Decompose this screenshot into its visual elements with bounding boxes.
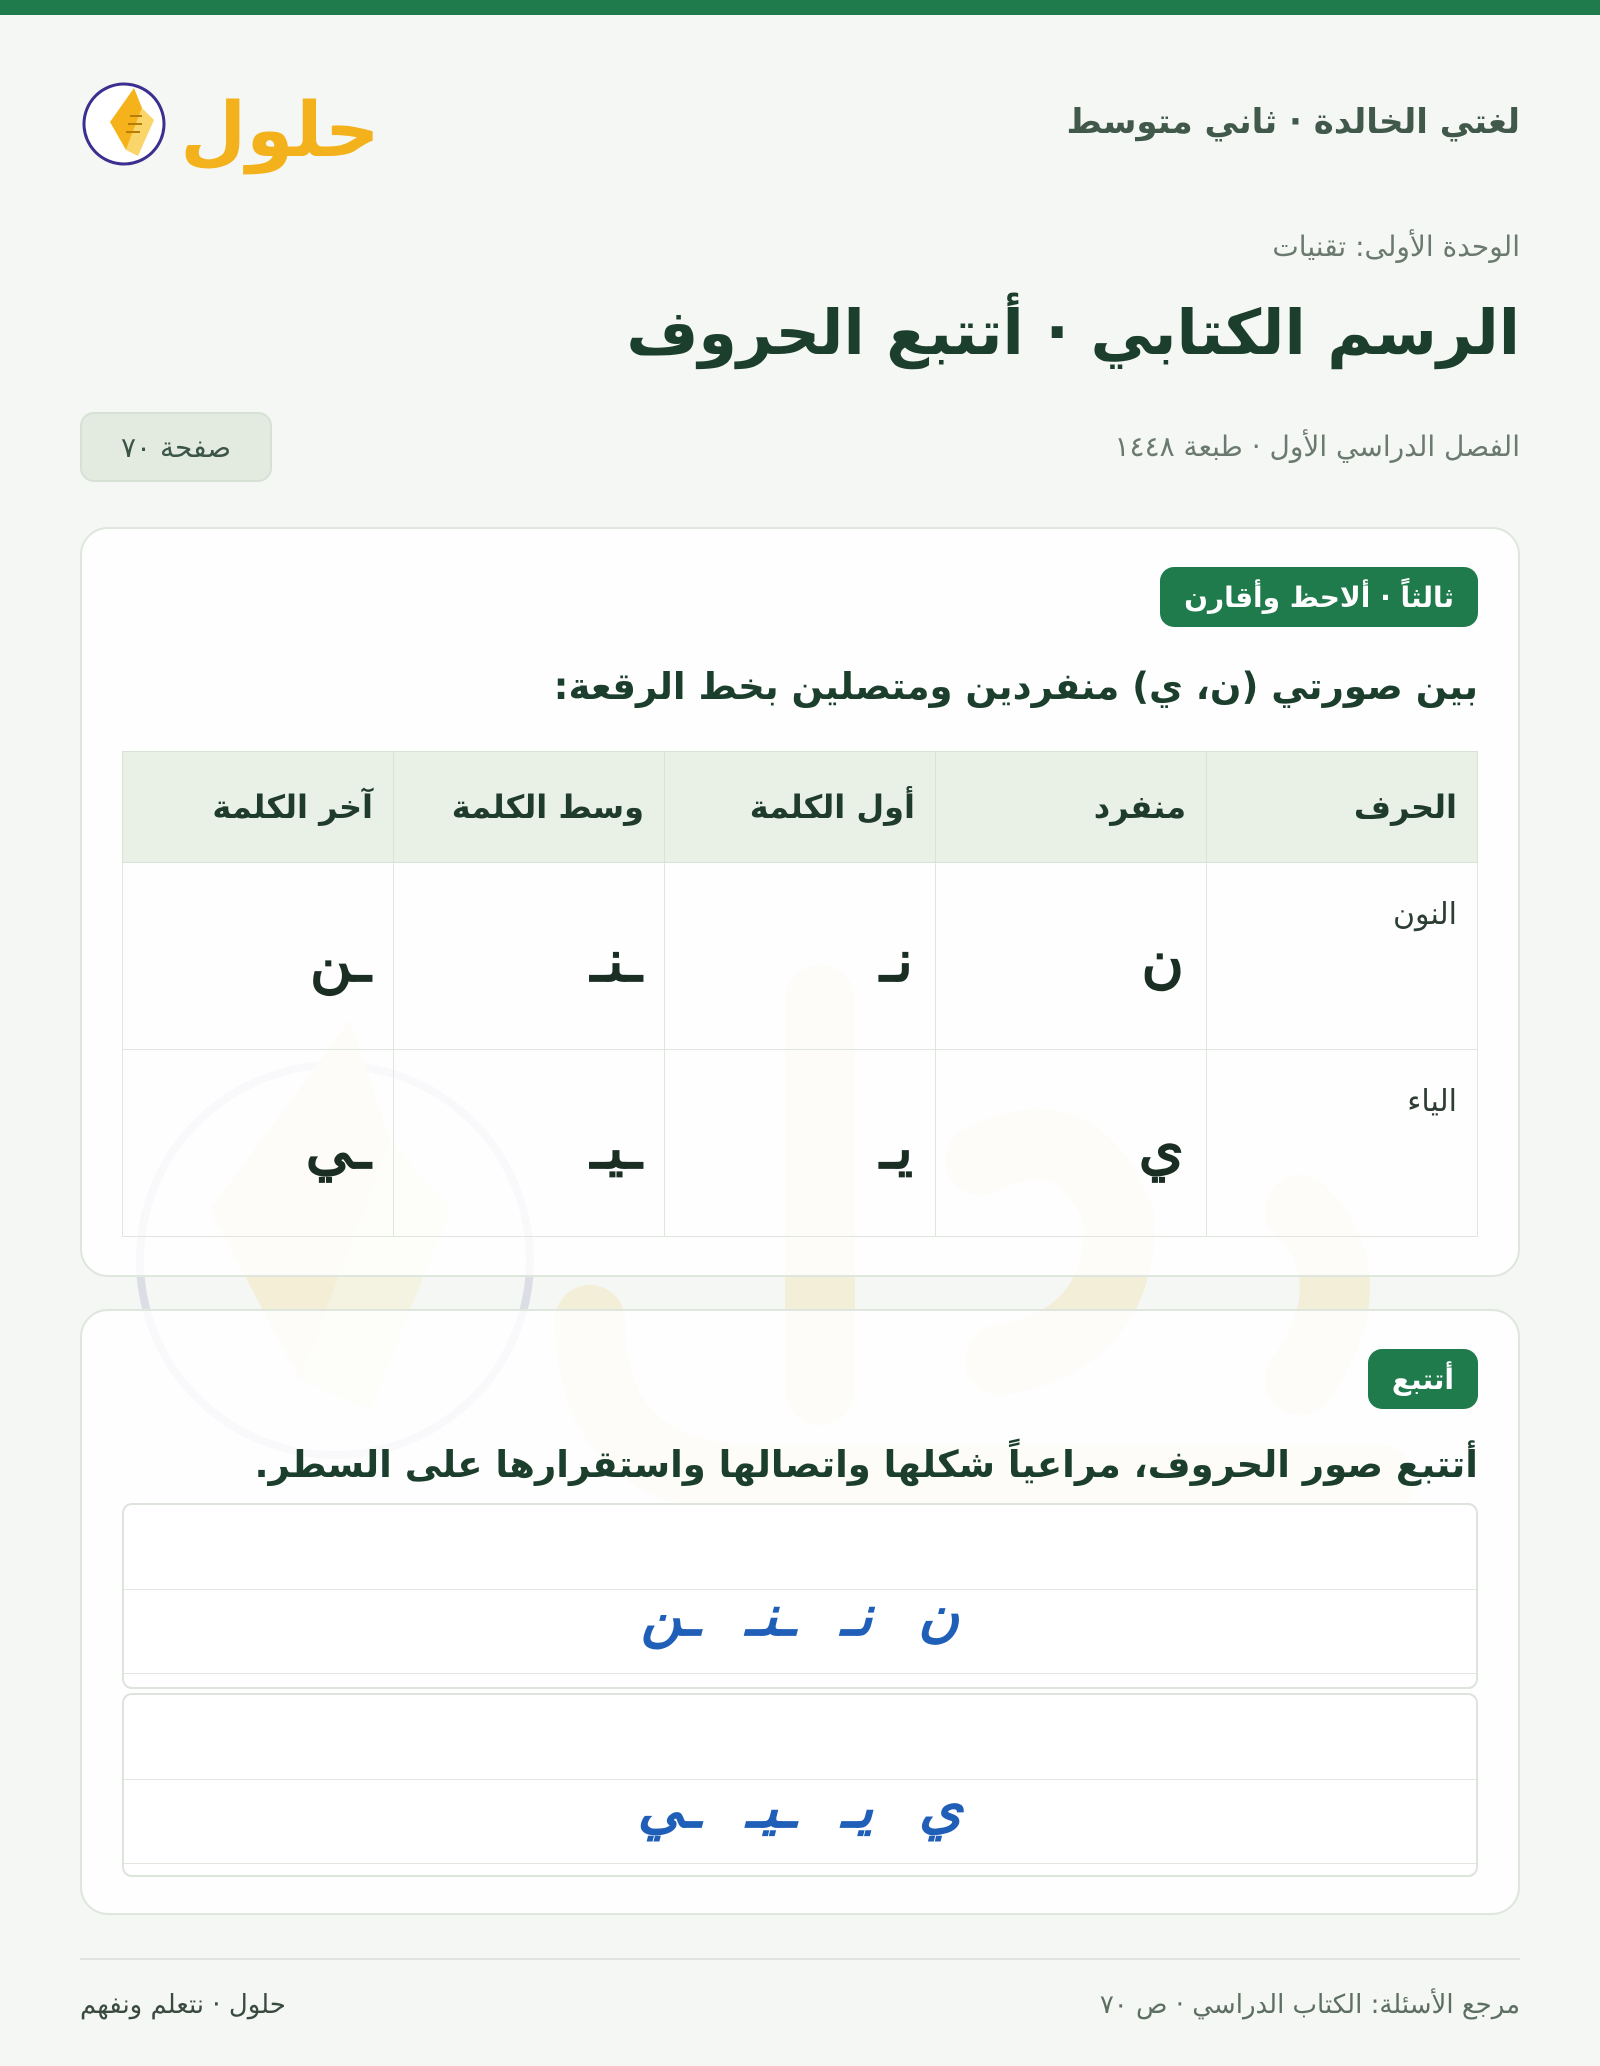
letter-name: النون [1392,897,1457,932]
letter-name-cell [1207,863,1478,1050]
initial-form-cell [665,1050,936,1237]
section-prompt: بين صورتي (ن، ي) منفردين ومتصلين بخط الرقعة: [553,665,1478,708]
letter-forms-table [122,751,1478,1237]
glyph-initial: يـ [879,1114,913,1182]
table-row [123,1050,1478,1237]
letter-name: الياء [1407,1084,1457,1119]
final-form-cell [123,863,394,1050]
glyph-initial: نـ [879,927,913,995]
column-header-initial: أول الكلمة [665,752,936,863]
footer-reference: مرجع الأسئلة: الكتاب الدراسي · ص ٧٠ [1099,1990,1520,2020]
section-prompt: أتتبع صور الحروف، مراعياً شكلها واتصالها واستقرارها على السطر. [254,1443,1478,1486]
glyph-final: ـن [309,927,371,995]
glyph-isolated: ن [1141,927,1184,995]
medial-form-cell [394,863,665,1050]
footer-divider [80,1958,1520,1960]
letter-name-cell [1207,1050,1478,1237]
glyph-isolated: ي [1138,1114,1184,1182]
edition-label: الفصل الدراسي الأول · طبعة ١٤٤٨ [1114,430,1520,463]
guide-line [124,1673,1476,1674]
column-header-letter: الحرف [1207,752,1478,863]
page-header [80,64,1520,184]
column-header-isolated: منفرد [936,752,1207,863]
initial-form-cell [665,863,936,1050]
trace-letters: ن نـ ـنـ ـن [640,1583,960,1649]
final-form-cell [123,1050,394,1237]
trace-letters: ي يـ ـيـ ـي [637,1775,963,1841]
tracing-area-yaa[interactable] [122,1693,1478,1877]
logo-wordmark: حلول [180,85,380,174]
glyph-medial: ـيـ [590,1114,642,1182]
tracing-area-noon[interactable] [122,1503,1478,1689]
footer-brand[interactable]: حلول · نتعلم ونفهم [80,1990,286,2020]
table-row [123,863,1478,1050]
subject-title: لغتي الخالدة · ثاني متوسط [1066,102,1520,142]
glyph-medial: ـنـ [590,927,642,995]
logo-graphic [80,64,380,184]
guide-line [124,1863,1476,1864]
section-badge: أتتبع [1368,1349,1478,1409]
isolated-form-cell [936,863,1207,1050]
unit-label: الوحدة الأولى: تقنيات [1272,230,1520,263]
section-badge: ثالثاً · ألاحظ وأقارن [1160,567,1478,627]
medial-form-cell [394,1050,665,1237]
glyph-final: ـي [305,1114,371,1182]
page-number-badge: صفحة ٧٠ [80,412,272,482]
column-header-medial: وسط الكلمة [394,752,665,863]
column-header-final: آخر الكلمة [123,752,394,863]
top-accent-bar [0,0,1600,15]
observe-compare-card [80,527,1520,1277]
page-title: الرسم الكتابي · أتتبع الحروف [626,296,1520,369]
isolated-form-cell [936,1050,1207,1237]
table-header-row [123,752,1478,863]
hulul-logo[interactable] [80,64,380,184]
tracing-card [80,1309,1520,1915]
